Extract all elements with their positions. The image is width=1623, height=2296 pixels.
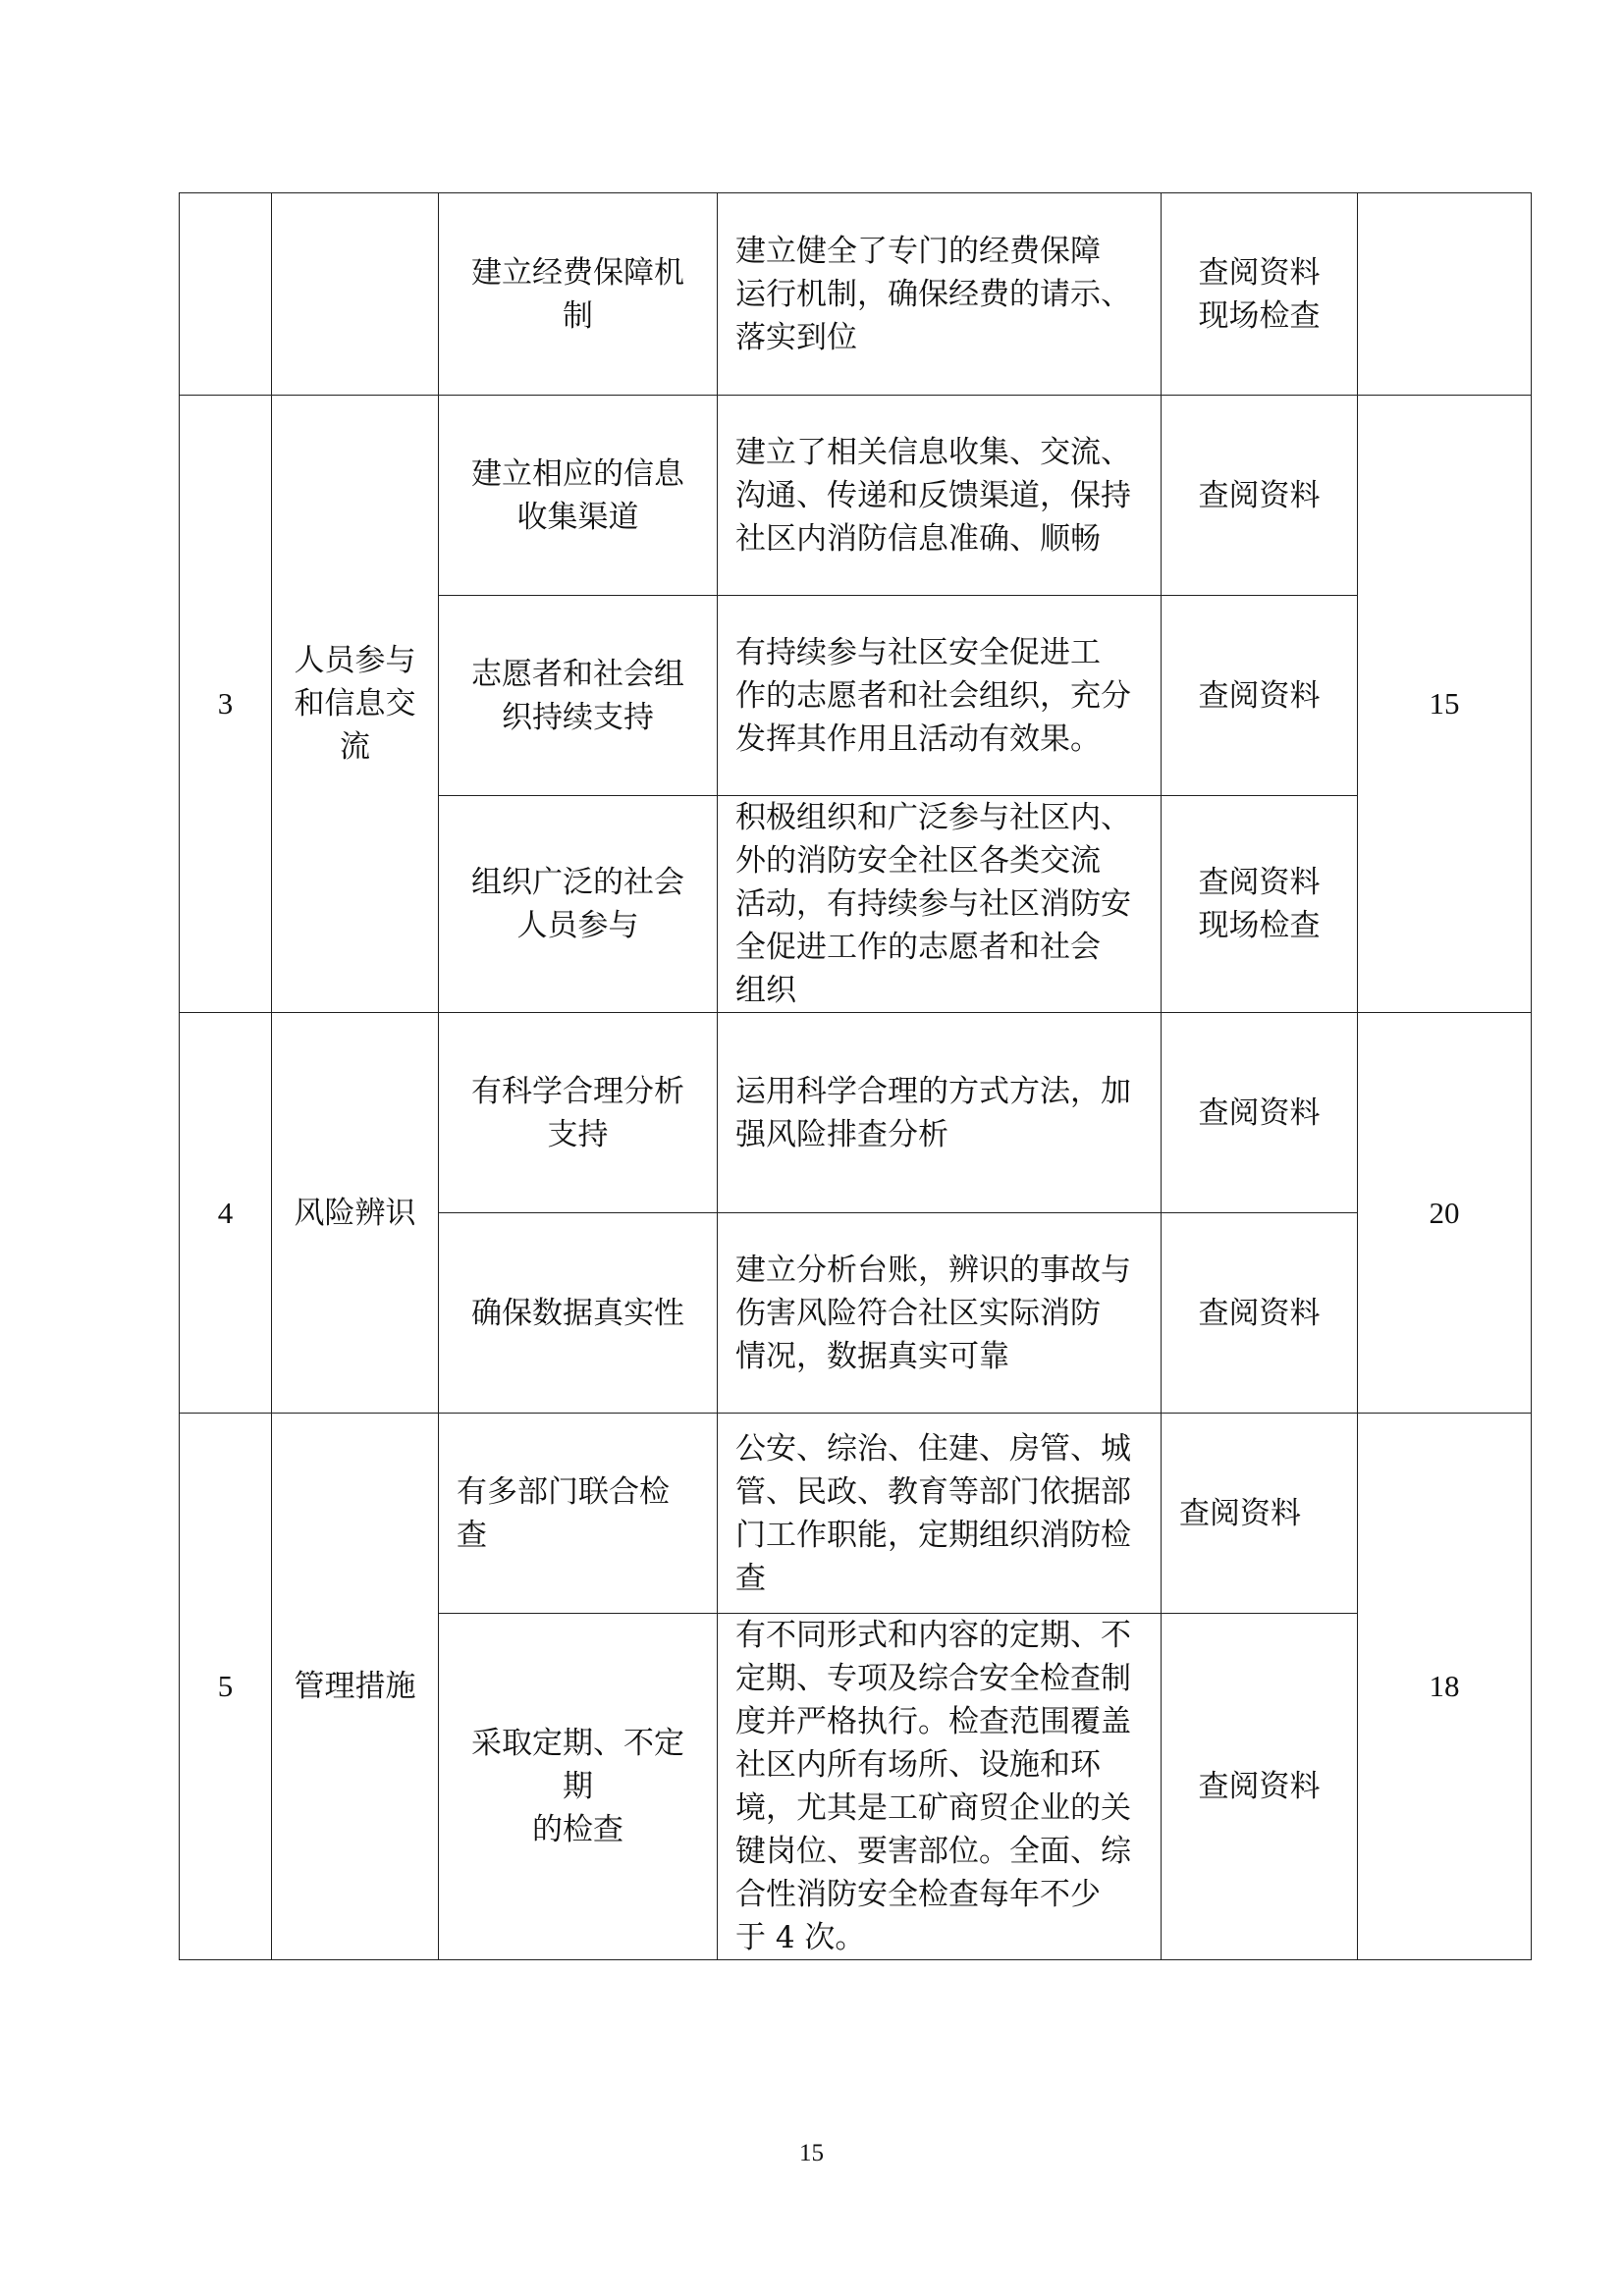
table-row: [180, 1013, 1532, 1213]
number-cell: 5: [180, 1414, 272, 1960]
method-cell: 查阅资料 现场检查: [1162, 193, 1358, 396]
standard-cell: 建立了相关信息收集、交流、 沟通、传递和反馈渠道，保持 社区内消防信息准确、顺畅: [718, 396, 1162, 596]
item-cell: 有科学合理分析 支持: [439, 1013, 718, 1213]
method-cell: 查阅资料: [1162, 1013, 1358, 1213]
evaluation-table: [179, 192, 1532, 1960]
item-cell: 确保数据真实性: [439, 1213, 718, 1414]
score-cell: 20: [1358, 1013, 1532, 1414]
table-row: [180, 1414, 1532, 1614]
method-cell: 查阅资料 现场检查: [1162, 796, 1358, 1013]
standard-cell: 积极组织和广泛参与社区内、 外的消防安全社区各类交流 活动，有持续参与社区消防安 全促进工作的志愿者和社会 组织: [718, 796, 1162, 1013]
category-cell: 人员参与 和信息交 流: [272, 396, 439, 1013]
item-cell: 志愿者和社会组 织持续支持: [439, 596, 718, 796]
method-cell: 查阅资料: [1162, 1414, 1358, 1614]
score-cell: [1358, 193, 1532, 396]
page-number: 15: [799, 2140, 824, 2166]
number-cell: 4: [180, 1013, 272, 1414]
number-cell: [180, 193, 272, 396]
category-cell: 风险辨识: [272, 1013, 439, 1414]
item-cell: 建立经费保障机 制: [439, 193, 718, 396]
standard-cell: 公安、综治、住建、房管、城 管、民政、教育等部门依据部 门工作职能，定期组织消防检 查: [718, 1414, 1162, 1614]
table-row: [180, 193, 1532, 396]
table-row: [180, 396, 1532, 596]
item-cell: 建立相应的信息 收集渠道: [439, 396, 718, 596]
method-cell: 查阅资料: [1162, 596, 1358, 796]
category-cell: [272, 193, 439, 396]
item-cell: 采取定期、不定期 的检查: [439, 1614, 718, 1960]
standard-cell: 运用科学合理的方式方法，加 强风险排查分析: [718, 1013, 1162, 1213]
item-cell: 组织广泛的社会 人员参与: [439, 796, 718, 1013]
score-cell: 15: [1358, 396, 1532, 1013]
standard-cell: 建立健全了专门的经费保障 运行机制，确保经费的请示、 落实到位: [718, 193, 1162, 396]
number-cell: 3: [180, 396, 272, 1013]
standard-cell: 有持续参与社区安全促进工 作的志愿者和社会组织，充分 发挥其作用且活动有效果。: [718, 596, 1162, 796]
item-cell: 有多部门联合检 查: [439, 1414, 718, 1614]
score-cell: 18: [1358, 1414, 1532, 1960]
method-cell: 查阅资料: [1162, 396, 1358, 596]
method-cell: 查阅资料: [1162, 1213, 1358, 1414]
category-cell: 管理措施: [272, 1414, 439, 1960]
standard-cell: 有不同形式和内容的定期、不 定期、专项及综合安全检查制 度并严格执行。检查范围覆盖 社区内所有场所、设施和环 境，尤其是工矿商贸企业的关 键岗位、要害部位。全面、综 合性消防安全检查每年不少 于 4 次。: [718, 1614, 1162, 1960]
standard-cell: 建立分析台账，辨识的事故与 伤害风险符合社区实际消防 情况，数据真实可靠: [718, 1213, 1162, 1414]
method-cell: 查阅资料: [1162, 1614, 1358, 1960]
